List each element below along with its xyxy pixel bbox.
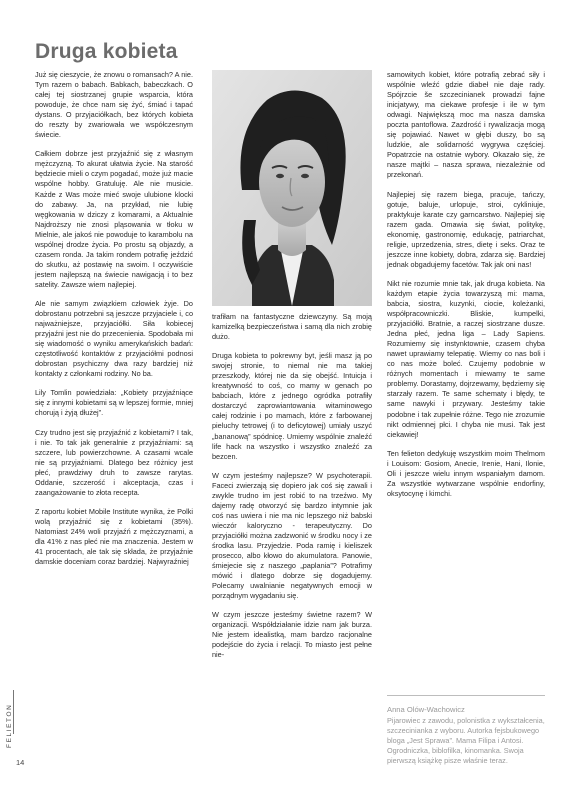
article-title: Druga kobieta [35, 40, 178, 63]
paragraph: Ten felieton dedykuję wszystkim moim Thelmom i Louisom: Gosiom, Anecie, Irenie, Hani, Ilonie, Oli i jeszcze wielu innym wspaniałym damom. Za wszystkie wytwarzane wspólnie endorfiny, oksytocynę i kimchi. [387, 448, 545, 498]
article-column-2 [212, 312, 372, 670]
paragraph: Całkiem dobrze jest przyjaźnić się z własnym mężczyzną. To akurat ułatwia życie. Na starość będziecie mieli o czym pogadać, może już macie wspólne hobby. Gratuluję. Ale nie musicie. Każde z Was może mieć swoje ulubione klocki do zabawy. Ja, na przykład, nie lubię węgkowania w dziczy z komarami, a Aktualnie Najdroższy nie znosi pląsowania w tłoku w Mielnie, ale jakoś nie powoduje to karambolu na wspólnej drodze życia. Po prostu są objazdy, a czasem ronda. Ja takim rondem potrafię jeździć do skutku, aż postawię na swoim. I oczywiście jestem najlepszą na świecie nawigacją i to bez satelity. Zawsze wiem najlepiej. [35, 149, 193, 289]
paragraph: Nikt nie rozumie mnie tak, jak druga kobieta. Na każdym etapie życia towarzyszą mi: mama, babcia, siostra, kuzynki, ciocie, koleżanki, współpracowniczki. Bliskie, kumpelki, przyjaciółki. Bratnie, a raczej siostrzane dusze. Jedna płeć, jedna liga – Lady Sapiens. Rozumiemy się instynktownie, czasem chyba nawet uprawiamy telepatię. Wiemy co nas boli i co nas może boleć. Czujemy podobnie w różnych momentach i miewamy te same problemy. Dorastamy, dojrzewamy, będziemy się starzały razem. Te same schematy i błędy, te same nawyki i przywary. Jesteśmy takie podobne i tak zupełnie różne. Tego nie zrozumie nikt odmiennej płci. I chyba nie musi. Tak jest ciekawiej! [387, 278, 545, 439]
page-number: 14 [16, 758, 25, 767]
paragraph: W czym jeszcze jesteśmy świetne razem? W organizacji. Współdziałanie idzie nam jak burza. Nie jestem idealistką, mam bardzo racjonalne podejście do życia i relacji. To miasto jest pełne nie- [212, 610, 372, 660]
section-divider [13, 690, 14, 734]
author-name: Anna Olów-Wachowicz [387, 705, 465, 714]
section-label: FELIETON [6, 703, 13, 748]
paragraph: W czym jesteśmy najlepsze? W psychoterapii. Faceci zwierzają się dopiero jak coś się zawali i zwykle trudno im jest robić to na trzeźwo. My dajemy radę otworzyć się bardzo intymnie jak coś nas uwiera i nie ma nic lepszego niż babski wieczór kaloryczno - terapeutyczny. Do przyjaciółki można zadzwonić w środku nocy i ze środka lasu. Przyjedzie. Poda ramię i kieliszek prosecco, albo kłowo do akumulatora. Panowie, śmiejecie się z naszego „paplania”? Potrafimy mówić i dlatego dobrze się dogadujemy. Polecamy uwalnianie negatywnych emocji w porządnym wygadaniu się. [212, 470, 372, 601]
paragraph: Lily Tomlin powiedziała: „Kobiety przyjaźniące się z innymi kobietami są w lepszej formie, mniej chorują i żyją dłużej”. [35, 388, 193, 418]
author-divider [387, 695, 545, 696]
paragraph: Najlepiej się razem biega, pracuje, tańczy, gotuje, baluje, urlopuje, stroi, cykliniuje, praktykuje karate czy garncarstwo. Najlepiej się razem gada. Omawia się świat, politykę, ekonomię, gastronomię, edukację, patriarchat, religie, uprzedzenia, stres, dietę i seks. Oraz te jeszcze inne kobiety, dobra, zdarza się. Bardziej jednak obgadujemy facetów. Tak jak oni nas! [387, 189, 545, 269]
paragraph: Ale nie samym związkiem człowiek żyje. Do dobrostanu potrzebni są jeszcze przyjaciele i, co najważniejsze, przyjaciółki. Siła kobiecej przyjaźni jest nie do przecenienia. Spodobała mi się wiadomość o wyniku amerykańskich badań: częstotliwość kontaktów z przyjaciółmi podnosi dobrostan psychiczny dwa razy bardziej niż kontakty z członkami rodziny. No ba. [35, 298, 193, 379]
paragraph: Z raportu kobiet Mobile Institute wynika, że Polki wolą przyjaźnić się z kobietami (35%). Natomiast 24% woli przyjaźń z mężczyznami, a dla 41% z nas płeć nie ma znaczenia. Jestem w 41 procentach, ale tak się składa, że przyjaźnie damskie doceniam coraz bardziej. Najwyraźniej [35, 506, 193, 567]
paragraph: samowitych kobiet, które potrafią zebrać siły i wspólnie wleźć gdzie diabeł nie daje rady. Spójrzcie še szczecinianek prowadzi fajne inicjatywy, ma ciekawe profesje i ile w tym odwagi. Największą moc ma nasza damska poczta pantoflowa. Zazdrość i rywalizacja mogą się pojawiać. Nawet w głębi duszy, bo są ludzkie, ale solidarność wygrywa częściej. Popatrzcie na ostatnie wybory. Okazało się, że nasze majtki – nasza sprawa, niezależnie od przekonań. [387, 70, 545, 180]
author-bio: Pijarowiec z zawodu, polonistka z wykształcenia, szczecinianka z wyboru. Autorka fejsbukowego bloga „Jest Sprawa”. Mama Filipa i Antosi. Ogrodniczka, biblofilka, kinomanka. Swoja pierwszą książkę pisze właśnie teraz. [387, 716, 545, 766]
author-portrait [212, 70, 372, 306]
paragraph: Druga kobieta to pokrewny byt, jeśli masz ją po swojej stronie, to niemal nie ma takiej przeszkody, której nie da się obejść. Intuicja i kreatywność to coś, co mamy w genach po babciach, które z jednego ogródka potrafiły dostarczyć zaprowiantowania witaminowego całej rodzinie i po mamach, które z farbowanej pieluchy tetrowej (i to deficytowej) umiały uszyć „bananową” spódnicę. Umiemy wspólnie znaleźć life hack na wszystko i wszystko znaleźć za bezcen. [212, 351, 372, 461]
paragraph: Już się cieszycie, że znowu o romansach? A nie. Tym razem o babach. Babkach, babeczkach. O całej tej siostrzanej grupie wsparcia, która powoduje, że chce nam się żyć, śmiać i tapać dystans. O przyjaciółkach, bez których kobieta do reszty by zwariowała we współczesnym świecie. [35, 70, 193, 140]
paragraph: Czy trudno jest się przyjaźnić z kobietami? I tak, i nie. To tak jak generalnie z przyjaźniami: są szczere, lub powierzchowne. A czasami wcale nie są przyjaźniami. Dlatego bez różnicy jest płeć, prawdziwy druh to zawsze rarytas. Oddanie, szczerość i akceptacja, czas i zaangażowanie to złota recepta. [35, 427, 193, 497]
author-note [387, 705, 545, 766]
article-column-1 [35, 70, 193, 576]
article-column-3 [387, 70, 545, 508]
paragraph: trafiłam na fantastyczne dziewczyny. Są moją kamizelką bezpieczeństwa i samą dla nich zrobię dużo. [212, 312, 372, 342]
portrait-image [212, 70, 372, 306]
